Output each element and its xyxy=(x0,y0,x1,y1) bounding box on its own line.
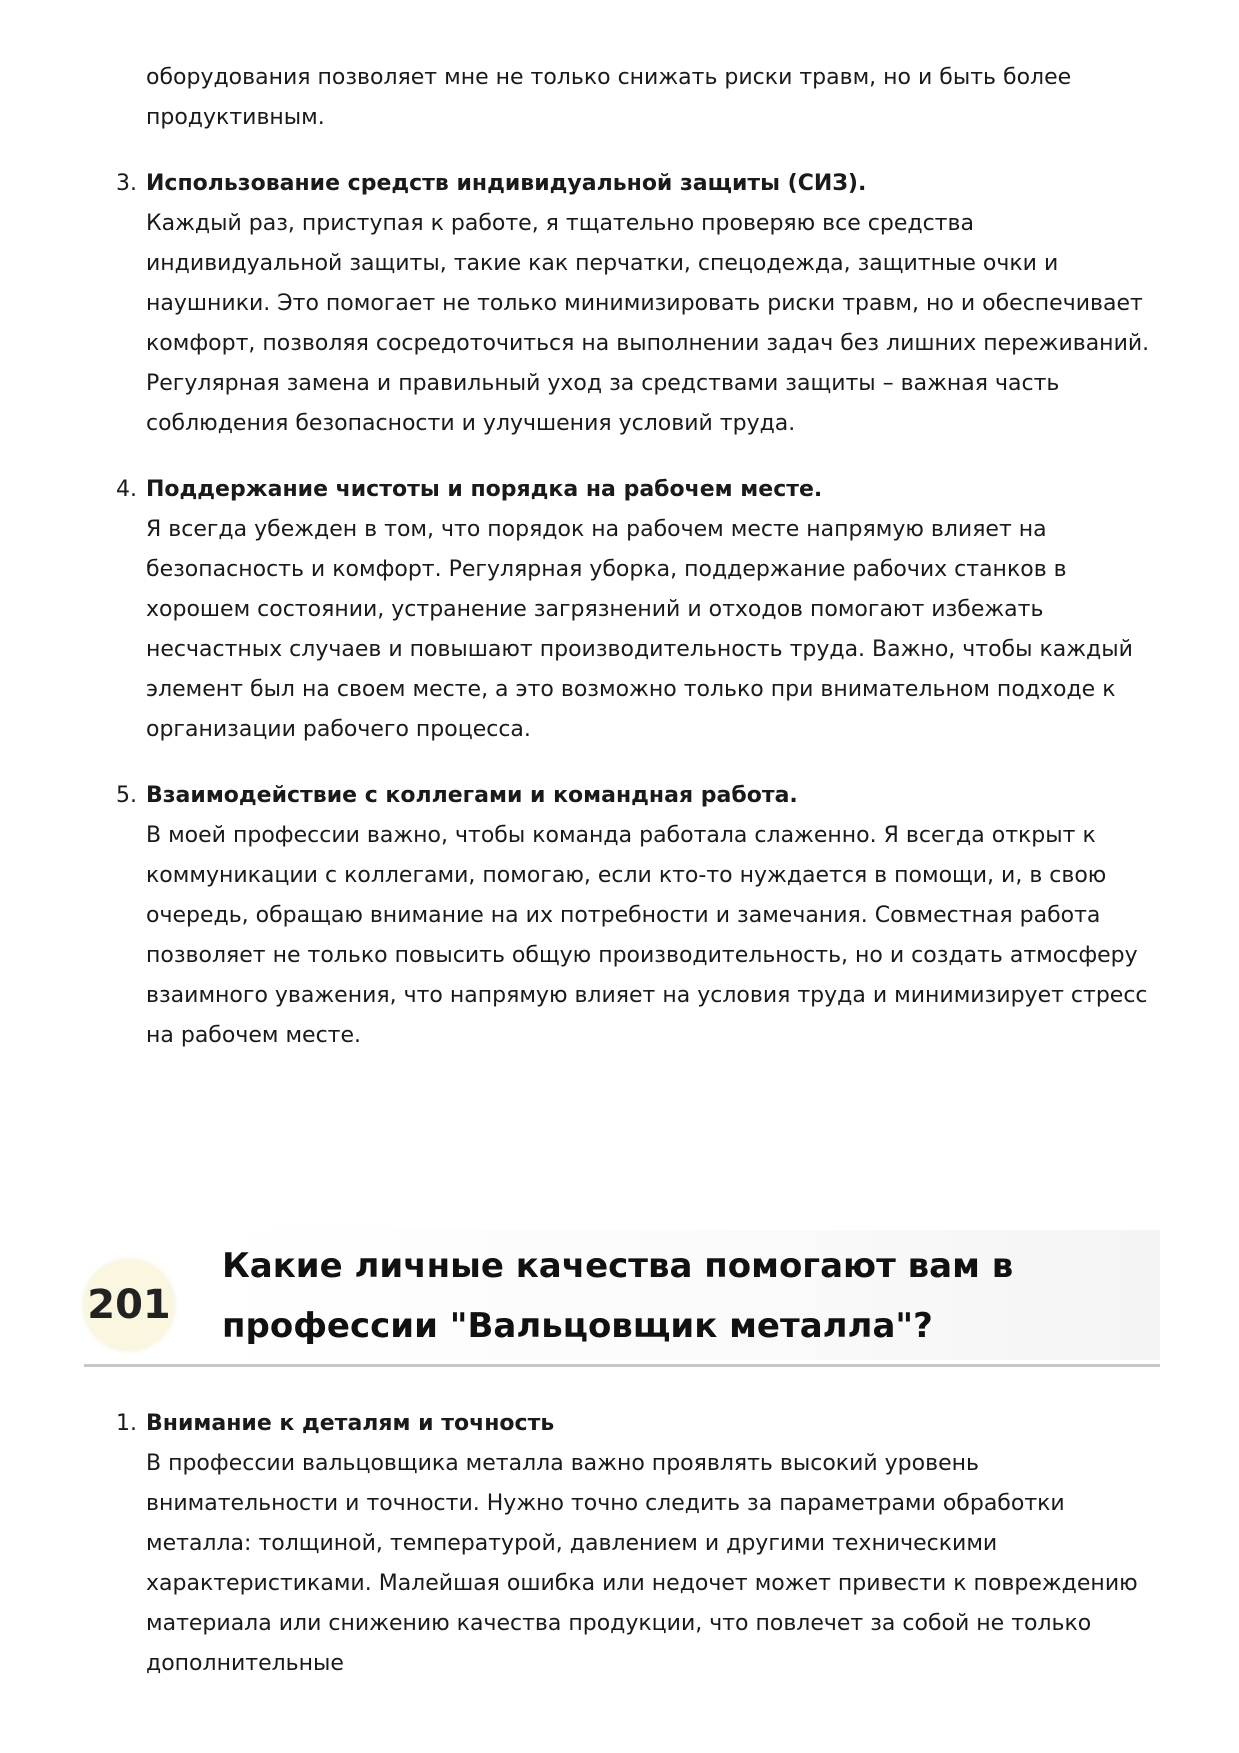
list-item xyxy=(116,164,1166,444)
list-item-title: Использование средств индивидуальной защиты (СИЗ). xyxy=(146,171,867,196)
list-item-body: В профессии вальцовщика металла важно проявлять высокий уровень внимательности и точности. Нужно точно следить за параметрами обработки металла: толщиной, температурой, давлением и другими техническими характеристиками. Малейшая ошибка или недочет может привести к повреждению материала или снижению качества продукции, что повлечет за собой не только дополнительные xyxy=(146,1451,1138,1676)
list-item-body: Я всегда убежден в том, что порядок на рабочем месте напрямую влияет на безопасность и комфорт. Регулярная уборка, поддержание рабочих станков в хорошем состоянии, устранение загрязнений и отходов помогают избежать несчастных случаев и повышают производительность труда. Важно, чтобы каждый элемент был на своем месте, а это возможно только при внимательном подходе к организации рабочего процесса. xyxy=(146,517,1133,742)
list-item-number: 3. xyxy=(116,171,137,196)
list-item-body: В моей профессии важно, чтобы команда работала слаженно. Я всегда открыт к коммуникации с коллегами, помогаю, если кто-то нуждается в помощи, и, в свою очередь, обращаю внимание на их потребности и замечания. Совместная работа позволяет не только повысить общую производительность, но и создать атмосферу взаимного уважения, что напрямую влияет на условия труда и минимизирует стресс на рабочем месте. xyxy=(146,823,1148,1048)
question-title-line: Какие личные качества помогают вам в xyxy=(222,1246,1014,1286)
header-divider xyxy=(84,1364,1160,1367)
list-item-number: 4. xyxy=(116,477,137,502)
question-title xyxy=(222,1236,1152,1356)
question-number-badge: 201 xyxy=(84,1260,174,1350)
list-item-body: Каждый раз, приступая к работе, я тщательно проверяю все средства индивидуальной защиты, такие как перчатки, спецодежда, защитные очки и наушники. Это помогает не только минимизировать риски травм, но и обеспечивает комфорт, позволяя сосредоточиться на выполнении задач без лишних переживаний. Регулярная замена и правильный уход за средствами защиты – важная часть соблюдения безопасности и улучшения условий труда. xyxy=(146,211,1150,436)
list-item-title: Поддержание чистоты и порядка на рабочем месте. xyxy=(146,477,823,502)
list-item xyxy=(116,776,1166,1056)
list-item-number: 5. xyxy=(116,783,137,808)
list-item-title: Внимание к деталям и точность xyxy=(146,1411,555,1436)
continuation-paragraph: оборудования позволяет мне не только снижать риски травм, но и быть более продуктивным. xyxy=(146,65,1072,130)
question-header xyxy=(84,1230,1160,1370)
list-item xyxy=(116,1404,1166,1684)
question-title-line: профессии "Вальцовщик металла"? xyxy=(222,1306,933,1346)
list-item xyxy=(116,470,1166,750)
list-item-number: 1. xyxy=(116,1411,137,1436)
list-item-title: Взаимодействие с коллегами и командная работа. xyxy=(146,783,798,808)
